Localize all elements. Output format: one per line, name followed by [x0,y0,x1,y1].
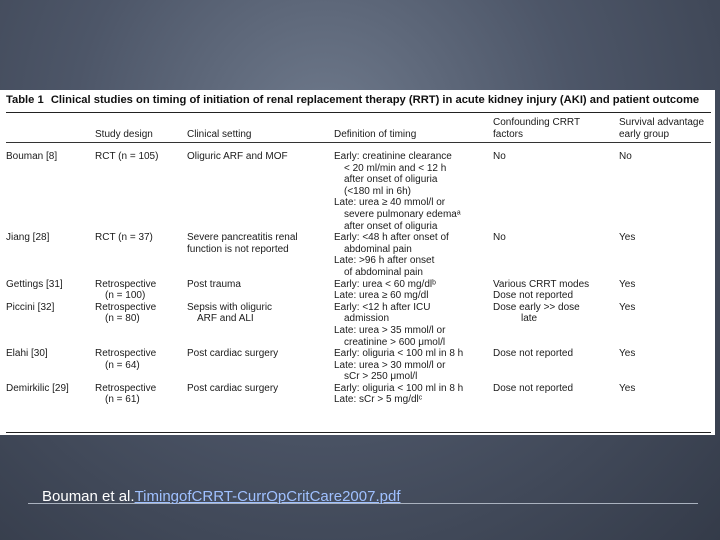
cell-line: Elahi [30] [6,348,48,360]
cell-line: Retrospective [95,382,157,394]
cell-line: abdominal pain [344,243,412,255]
cell-line: Early: <48 h after onset of [334,232,449,244]
cell-line: Yes [619,301,636,313]
column-header-line: factors [493,129,524,140]
cell-line: Early: creatinine clearance [334,151,452,162]
confounding-cell [493,302,619,348]
design-cell [95,383,187,406]
table-title-text: Clinical studies on timing of initiation of renal replacement therapy (RRT) in acute kidney injury (AKI) and patient outcome [50,94,700,106]
cell-line: after onset of oliguria [344,174,438,186]
cell-line: Yes [619,348,636,360]
cell-line: Piccini [32] [6,301,55,313]
column-header-line: Study design [95,129,153,140]
table-title [0,92,715,108]
study-cell [6,348,95,383]
confounding-cell [493,232,619,278]
timing-cell [334,279,493,302]
cell-line: Retrospective [95,348,157,360]
cell-line: < 20 ml/min and < 12 h [344,162,447,174]
cell-line: Yes [619,232,636,244]
column-header [493,112,619,142]
survival-cell [619,348,711,383]
cell-line: RCT (n = 37) [95,232,153,244]
survival-cell [619,302,711,348]
column-header-line: Survival advantage [619,117,705,128]
cell-line: severe pulmonary edemaᵃ [344,208,461,220]
setting-cell [187,279,334,302]
cell-line: Jiang [28] [6,232,50,244]
design-cell [95,279,187,302]
cell-line: Late: sCr > 5 mg/dlᶜ [334,394,423,406]
cell-line: ARF and ALI [197,313,254,325]
table-row [6,302,711,348]
table-row [6,348,711,383]
cell-line: Late: urea ≥ 60 mg/dl [334,290,429,302]
table-body [6,142,711,406]
cell-line: No [493,232,506,244]
timing-cell [334,348,493,383]
cell-line: (<180 ml in 6h) [344,185,411,197]
table-row [6,232,711,278]
timing-cell [334,142,493,232]
timing-cell [334,302,493,348]
cell-line: function is not reported [187,243,289,255]
cell-line: Post trauma [187,278,241,290]
cell-line: after onset of oliguria [344,220,438,232]
column-header [334,112,493,142]
table-row [6,142,711,232]
survival-cell [619,142,711,232]
clinical-studies-table [6,112,711,406]
design-cell [95,142,187,232]
cell-line: Retrospective [95,301,157,313]
study-cell [6,142,95,232]
cell-line: Retrospective [95,278,157,290]
cell-line: Dose not reported [493,348,574,360]
column-header [6,112,95,142]
column-header [619,112,711,142]
column-header-line: Definition of timing [334,129,417,140]
design-cell [95,302,187,348]
cell-line: Late: urea > 30 mmol/l or [334,359,446,371]
table-row [6,279,711,302]
cell-line: late [521,313,538,325]
table-panel [0,90,715,435]
design-cell [95,348,187,383]
cell-line: Bouman [8] [6,151,58,162]
cell-line: Post cardiac surgery [187,382,279,394]
cell-line: No [493,151,506,162]
cell-line: Oliguric ARF and MOF [187,151,288,162]
table-row [6,383,711,406]
study-cell [6,279,95,302]
cell-line: Demirkilic [29] [6,382,69,394]
table-bottom-rule [6,432,711,433]
cell-line: Dose not reported [493,290,574,302]
study-cell [6,232,95,278]
column-header [187,112,334,142]
cell-line: (n = 80) [105,313,140,325]
cell-line: Late: >96 h after onset [334,255,435,267]
cell-line: Early: oliguria < 100 ml in 8 h [334,382,464,394]
citation-text: Bouman et al. [42,488,135,505]
cell-line: Dose early >> dose [493,301,580,313]
confounding-cell [493,142,619,232]
cell-line: No [619,151,632,162]
cell-line: Severe pancreatitis renal [187,232,298,244]
cell-line: Post cardiac surgery [187,348,279,360]
cell-line: Dose not reported [493,382,574,394]
setting-cell [187,302,334,348]
confounding-cell [493,383,619,406]
timing-cell [334,232,493,278]
setting-cell [187,383,334,406]
setting-cell [187,348,334,383]
cell-line: Early: <12 h after ICU [334,301,431,313]
study-cell [6,383,95,406]
cell-line: Sepsis with oliguric [187,301,273,313]
cell-line: Late: urea > 35 mmol/l or [334,324,446,336]
survival-cell [619,232,711,278]
cell-line: (n = 100) [105,290,146,302]
design-cell [95,232,187,278]
cell-line: Early: urea < 60 mg/dlᵇ [334,278,436,290]
cell-line: Various CRRT modes [493,278,590,290]
column-header-line: Clinical setting [187,129,252,140]
cell-line: creatinine > 600 μmol/l [344,336,446,348]
survival-cell [619,279,711,302]
cell-line: admission [344,313,390,325]
cell-line: sCr > 250 μmol/l [344,371,418,383]
setting-cell [187,232,334,278]
cell-line: (n = 64) [105,359,140,371]
setting-cell [187,142,334,232]
column-header-line: Confounding CRRT [493,117,581,128]
cell-line: Late: urea ≥ 40 mmol/l or [334,197,446,209]
timing-cell [334,383,493,406]
cell-line: Early: oliguria < 100 ml in 8 h [334,348,464,360]
cell-line: Yes [619,278,636,290]
cell-line: RCT (n = 105) [95,151,159,162]
table-header-row [6,112,711,142]
citation-pdf-link[interactable]: TimingofCRRT-CurrOpCritCare2007.pdf [134,488,401,505]
study-cell [6,302,95,348]
citation-caption [42,488,400,505]
cell-line: of abdominal pain [344,266,423,278]
column-header-line: early group [619,129,670,140]
table-label: Table 1 [6,94,44,106]
confounding-cell [493,348,619,383]
confounding-cell [493,279,619,302]
column-header [95,112,187,142]
survival-cell [619,383,711,406]
cell-line: (n = 61) [105,394,140,406]
cell-line: Yes [619,382,636,394]
cell-line: Gettings [31] [6,278,63,290]
